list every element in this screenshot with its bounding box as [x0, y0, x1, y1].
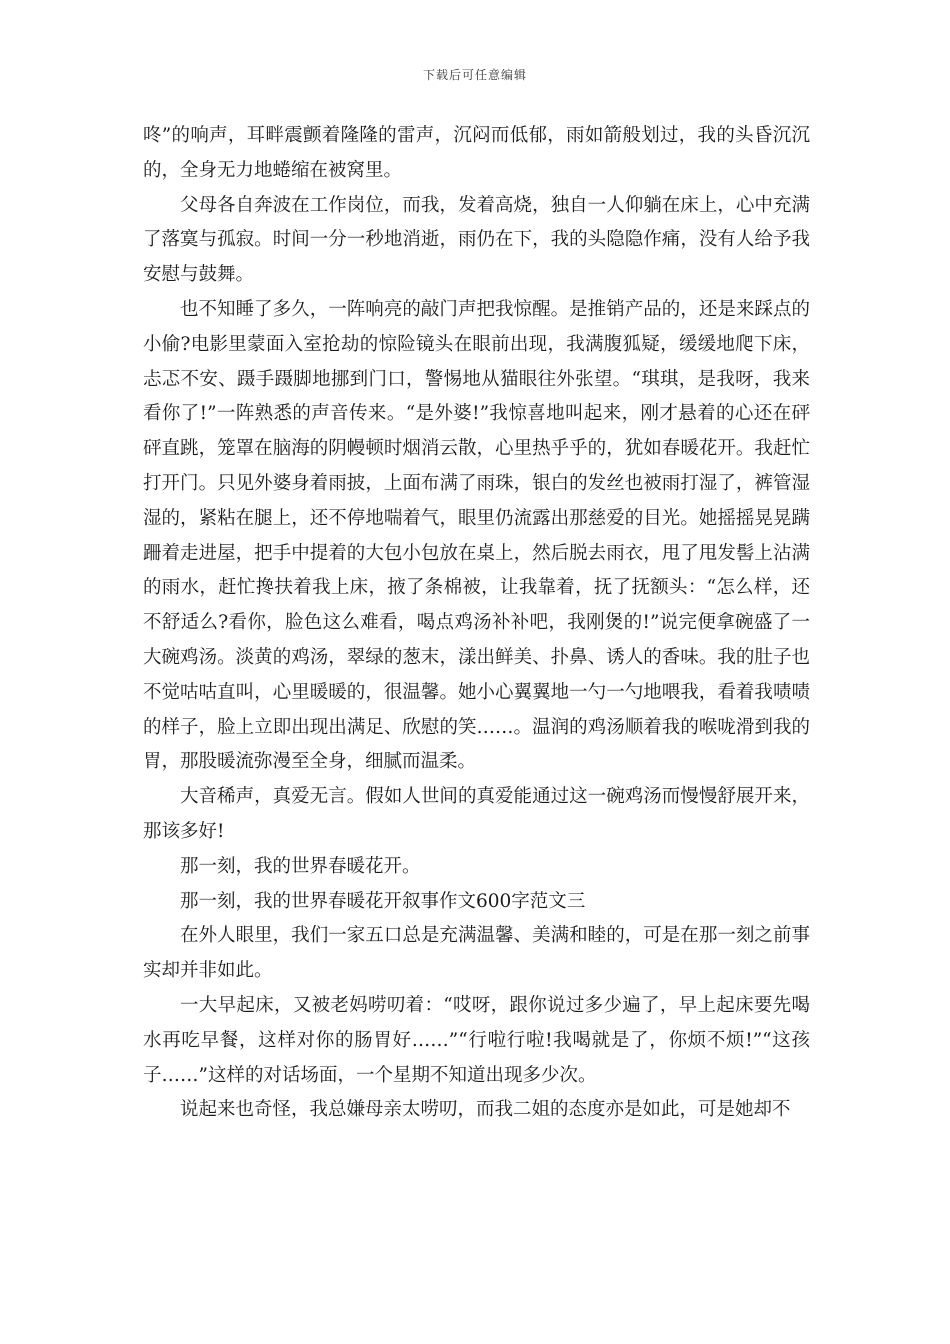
- document-body: [143, 119, 810, 1128]
- paragraph: 一大早起床，又被老妈唠叨着：“哎呀，跟你说过多少遍了，早上起床要先喝水再吃早餐，这样对你的肠胃好……”“行啦行啦!我喝就是了，你烦不烦!”“这孩子……”这样的对话场面，一个星期不知道出现多少次。: [143, 994, 810, 1086]
- section-title: 那一刻，我的世界春暖花开叙事作文600字范文三: [180, 890, 586, 912]
- paragraph: 咚”的响声，耳畔震颤着隆隆的雷声，沉闷而低郁，雨如箭般划过，我的头昏沉沉的，全身无力地蜷缩在被窝里。: [143, 125, 810, 181]
- paragraph: 也不知睡了多久，一阵响亮的敲门声把我惊醒。是推销产品的，还是来踩点的小偷?电影里蒙面入室抢劫的惊险镜头在眼前出现，我满腹狐疑，缓缓地爬下床，忐忑不安、蹑手蹑脚地挪到门口，警惕地从猫眼往外张望。“琪琪，是我呀，我来看你了!”一阵熟悉的声音传来。“是外婆!”我惊喜地叫起来，刚才悬着的心还在砰砰直跳，笼罩在脑海的阴幔顿时烟消云散，心里热乎乎的，犹如春暖花开。我赶忙打开门。只见外婆身着雨披，上面布满了雨珠，银白的发丝也被雨打湿了，裤管湿湿的，紧粘在腿上，还不停地喘着气，眼里仍流露出那慈爱的目光。她摇摇晃晃蹒跚着走进屋，把手中提着的大包小包放在桌上，然后脱去雨衣，甩了甩发髻上沾满的雨水，赶忙搀扶着我上床，掖了条棉被，让我靠着，抚了抚额头：“怎么样，还不舒适么?看你，脸色这么难看，喝点鸡汤补补吧，我刚煲的!”说完便拿碗盛了一大碗鸡汤。淡黄的鸡汤，翠绿的葱末，漾出鲜美、扑鼻、诱人的香味。我的肚子也不觉咕咕直叫，心里暖暖的，很温馨。她小心翼翼地一勺一勺地喂我，看着我啧啧的样子，脸上立即出现出满足、欣慰的笑……。温润的鸡汤顺着我的喉咙滑到我的胃，那股暖流弥漫至全身，细腻而温柔。: [143, 298, 810, 773]
- page-header: 下载后可任意编辑: [422, 68, 527, 82]
- paragraph: 在外人眼里，我们一家五口总是充满温馨、美满和睦的，可是在那一刻之前事实却并非如此。: [143, 925, 810, 982]
- paragraph: 大音稀声，真爱无言。假如人世间的真爱能通过这一碗鸡汤而慢慢舒展开来，那该多好!: [143, 786, 810, 842]
- paragraph: 那一刻，我的世界春暖花开。: [180, 855, 421, 877]
- paragraph: 父母各自奔波在工作岗位，而我，发着高烧，独自一人仰躺在床上，心中充满了落寞与孤寂。时间一分一秒地消逝，雨仍在下，我的头隐隐作痛，没有人给予我安慰与鼓舞。: [143, 194, 810, 286]
- paragraph: 说起来也奇怪，我总嫌母亲太唠叨，而我二姐的态度亦是如此，可是她却不: [180, 1099, 791, 1121]
